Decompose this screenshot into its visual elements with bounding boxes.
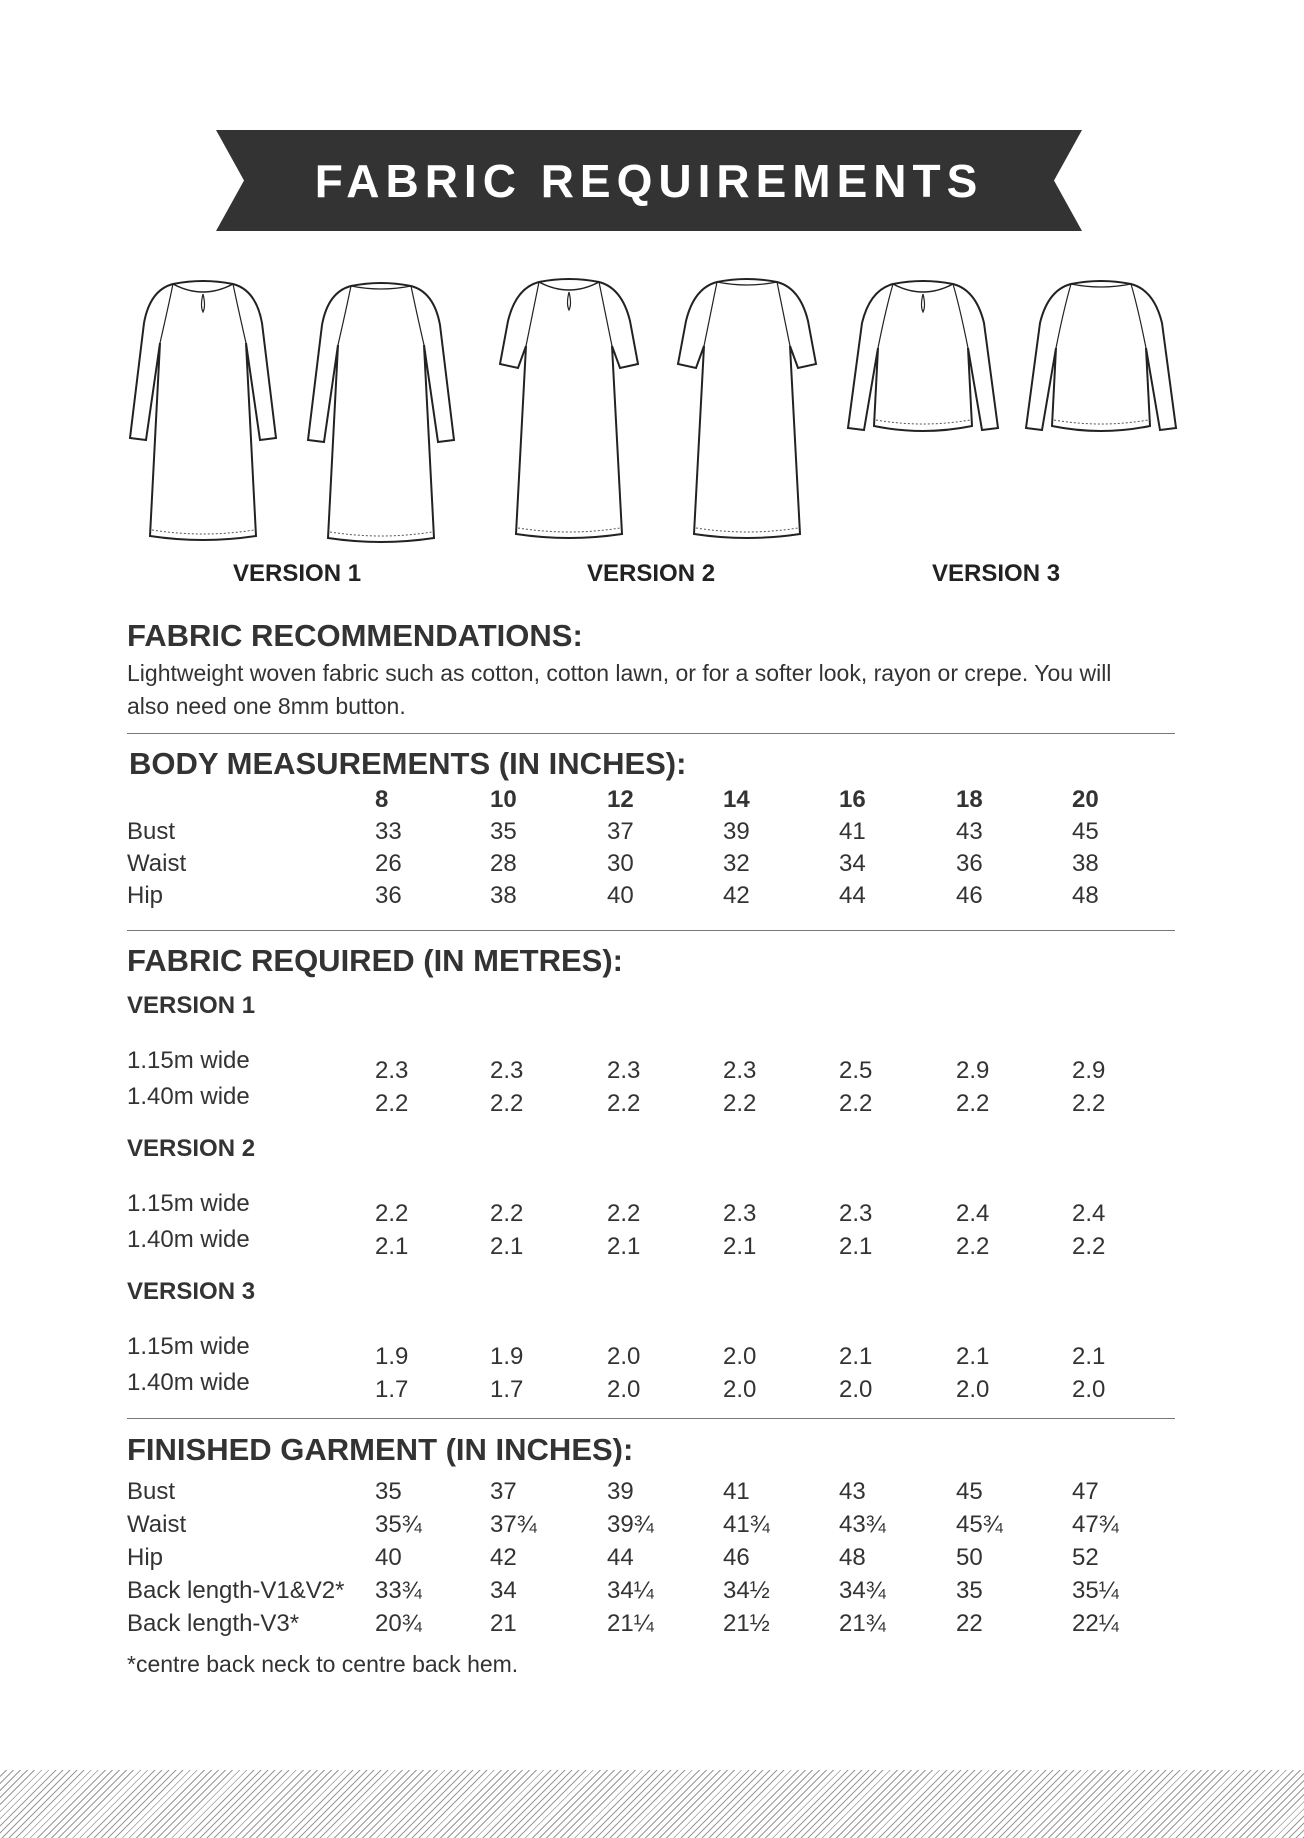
size-header: 10 <box>490 786 517 813</box>
fabric-cell: 2.1 <box>839 1233 873 1260</box>
version-3-back-illustration <box>1024 278 1179 438</box>
measurement-cell: 36 <box>956 850 983 877</box>
fabric-cell: 2.0 <box>1072 1376 1106 1403</box>
fabric-cell: 2.3 <box>839 1200 873 1227</box>
version-subheading: VERSION 2 <box>127 1135 256 1162</box>
measurement-cell: 43 <box>956 818 983 845</box>
measurement-cell: 36 <box>375 882 402 909</box>
finished-cell: 44 <box>607 1544 634 1571</box>
fabric-cell: 2.3 <box>607 1057 641 1084</box>
finished-cell: 47¾ <box>1072 1511 1119 1538</box>
version-2-label: VERSION 2 <box>587 560 716 587</box>
measurement-cell: 46 <box>956 882 983 909</box>
finished-garment-heading: FINISHED GARMENT (IN INCHES): <box>127 1432 634 1467</box>
row-label: Hip <box>127 1544 164 1571</box>
finished-cell: 34½ <box>723 1577 770 1604</box>
measurement-cell: 34 <box>839 850 866 877</box>
finished-cell: 20¾ <box>375 1610 422 1637</box>
fabric-cell: 2.2 <box>839 1090 873 1117</box>
fabric-cell: 2.2 <box>607 1200 641 1227</box>
measurement-cell: 38 <box>1072 850 1099 877</box>
finished-cell: 43¾ <box>839 1511 886 1538</box>
finished-cell: 50 <box>956 1544 983 1571</box>
fabric-cell: 2.2 <box>375 1200 409 1227</box>
measurement-cell: 32 <box>723 850 750 877</box>
version-1-back-illustration <box>306 280 456 545</box>
fabric-cell: 2.0 <box>723 1376 757 1403</box>
fabric-cell: 2.0 <box>607 1376 641 1403</box>
width-label: 1.40m wide <box>127 1369 250 1396</box>
measurement-cell: 48 <box>1072 882 1099 909</box>
measurement-cell: 37 <box>607 818 634 845</box>
measurement-cell: 40 <box>607 882 634 909</box>
divider <box>127 930 1175 931</box>
fabric-cell: 2.0 <box>956 1376 990 1403</box>
fabric-cell: 2.0 <box>723 1343 757 1370</box>
fabric-required-heading: FABRIC REQUIRED (IN METRES): <box>127 943 623 978</box>
fabric-cell: 2.4 <box>956 1200 990 1227</box>
fabric-cell: 1.9 <box>375 1343 409 1370</box>
fabric-cell: 2.1 <box>839 1343 873 1370</box>
recommendations-text-line-1: Lightweight woven fabric such as cotton, cotton lawn, or for a softer look, rayon or crepe. You will <box>127 660 1112 686</box>
fabric-cell: 2.2 <box>1072 1233 1106 1260</box>
size-header: 8 <box>375 786 389 813</box>
fabric-cell: 2.1 <box>375 1233 409 1260</box>
fabric-cell: 2.0 <box>839 1376 873 1403</box>
garment-illustrations <box>120 270 1180 550</box>
body-measurements-heading: BODY MEASUREMENTS (IN INCHES): <box>129 746 687 781</box>
finished-cell: 41¾ <box>723 1511 770 1538</box>
width-label: 1.15m wide <box>127 1190 250 1217</box>
fabric-cell: 2.5 <box>839 1057 873 1084</box>
row-label: Back length-V1&V2* <box>127 1577 345 1604</box>
version-1-front-illustration <box>128 278 278 543</box>
fabric-cell: 2.3 <box>375 1057 409 1084</box>
fabric-cell: 2.2 <box>956 1233 990 1260</box>
row-label: Waist <box>127 850 187 877</box>
divider <box>127 1418 1175 1419</box>
row-label: Back length-V3* <box>127 1610 300 1637</box>
size-header: 18 <box>956 786 983 813</box>
finished-cell: 52 <box>1072 1544 1099 1571</box>
fabric-recommendations-heading: FABRIC RECOMMENDATIONS: <box>127 618 583 653</box>
width-label: 1.15m wide <box>127 1333 250 1360</box>
finished-cell: 42 <box>490 1544 517 1571</box>
fabric-cell: 2.1 <box>490 1233 524 1260</box>
measurement-cell: 33 <box>375 818 402 845</box>
finished-cell: 40 <box>375 1544 402 1571</box>
finished-cell: 39¾ <box>607 1511 654 1538</box>
fabric-cell: 2.3 <box>723 1200 757 1227</box>
measurement-cell: 28 <box>490 850 517 877</box>
width-label: 1.15m wide <box>127 1047 250 1074</box>
measurement-cell: 30 <box>607 850 634 877</box>
footnote: *centre back neck to centre back hem. <box>127 1651 519 1677</box>
fabric-cell: 2.3 <box>490 1057 524 1084</box>
finished-cell: 33¾ <box>375 1577 422 1604</box>
fabric-cell: 2.9 <box>1072 1057 1106 1084</box>
measurement-cell: 42 <box>723 882 750 909</box>
fabric-cell: 2.1 <box>1072 1343 1106 1370</box>
fabric-cell: 2.2 <box>956 1090 990 1117</box>
finished-cell: 21¾ <box>839 1610 886 1637</box>
measurement-cell: 45 <box>1072 818 1099 845</box>
fabric-cell: 2.2 <box>1072 1090 1106 1117</box>
finished-cell: 39 <box>607 1478 634 1505</box>
finished-cell: 45¾ <box>956 1511 1003 1538</box>
measurement-cell: 39 <box>723 818 750 845</box>
width-label: 1.40m wide <box>127 1083 250 1110</box>
measurement-cell: 26 <box>375 850 402 877</box>
version-1-label: VERSION 1 <box>233 560 362 587</box>
fabric-cell: 2.1 <box>956 1343 990 1370</box>
finished-cell: 43 <box>839 1478 866 1505</box>
version-2-front-illustration <box>494 276 644 541</box>
finished-cell: 22 <box>956 1610 983 1637</box>
version-3-label: VERSION 3 <box>932 560 1061 587</box>
finished-cell: 35 <box>956 1577 983 1604</box>
measurement-cell: 41 <box>839 818 866 845</box>
version-3-front-illustration <box>846 278 1001 438</box>
fabric-cell: 2.2 <box>723 1090 757 1117</box>
size-header: 12 <box>607 786 634 813</box>
finished-cell: 34 <box>490 1577 517 1604</box>
finished-cell: 37¾ <box>490 1511 537 1538</box>
width-label: 1.40m wide <box>127 1226 250 1253</box>
fabric-cell: 2.3 <box>723 1057 757 1084</box>
finished-cell: 41 <box>723 1478 750 1505</box>
fabric-cell: 2.1 <box>723 1233 757 1260</box>
finished-cell: 35¾ <box>375 1511 422 1538</box>
version-subheading: VERSION 3 <box>127 1278 256 1305</box>
decorative-stripe-border <box>0 1770 1304 1838</box>
finished-cell: 46 <box>723 1544 750 1571</box>
title-banner <box>216 130 1082 231</box>
fabric-cell: 1.9 <box>490 1343 524 1370</box>
fabric-cell: 2.1 <box>607 1233 641 1260</box>
divider <box>127 733 1175 734</box>
finished-cell: 37 <box>490 1478 517 1505</box>
size-header: 14 <box>723 786 750 813</box>
size-header: 16 <box>839 786 866 813</box>
version-subheading: VERSION 1 <box>127 992 256 1019</box>
finished-cell: 34¾ <box>839 1577 886 1604</box>
measurement-cell: 44 <box>839 882 866 909</box>
size-header: 20 <box>1072 786 1099 813</box>
finished-cell: 21 <box>490 1610 517 1637</box>
finished-cell: 34¼ <box>607 1577 654 1604</box>
page-title: FABRIC REQUIREMENTS <box>314 154 984 207</box>
finished-cell: 47 <box>1072 1478 1099 1505</box>
fabric-cell: 2.0 <box>607 1343 641 1370</box>
row-label: Waist <box>127 1511 187 1538</box>
finished-cell: 35¼ <box>1072 1577 1119 1604</box>
recommendations-text-line-2: also need one 8mm button. <box>127 693 406 719</box>
fabric-cell: 2.2 <box>375 1090 409 1117</box>
fabric-cell: 1.7 <box>490 1376 524 1403</box>
measurement-cell: 35 <box>490 818 517 845</box>
fabric-cell: 2.2 <box>490 1200 524 1227</box>
fabric-cell: 2.4 <box>1072 1200 1106 1227</box>
measurement-cell: 38 <box>490 882 517 909</box>
fabric-cell: 1.7 <box>375 1376 409 1403</box>
finished-cell: 21¼ <box>607 1610 654 1637</box>
fabric-cell: 2.2 <box>607 1090 641 1117</box>
fabric-cell: 2.9 <box>956 1057 990 1084</box>
finished-cell: 48 <box>839 1544 866 1571</box>
fabric-cell: 2.2 <box>490 1090 524 1117</box>
row-label: Hip <box>127 882 164 909</box>
version-2-back-illustration <box>672 276 822 541</box>
row-label: Bust <box>127 818 176 845</box>
finished-cell: 35 <box>375 1478 402 1505</box>
finished-cell: 22¼ <box>1072 1610 1119 1637</box>
finished-cell: 21½ <box>723 1610 770 1637</box>
finished-cell: 45 <box>956 1478 983 1505</box>
row-label: Bust <box>127 1478 176 1505</box>
